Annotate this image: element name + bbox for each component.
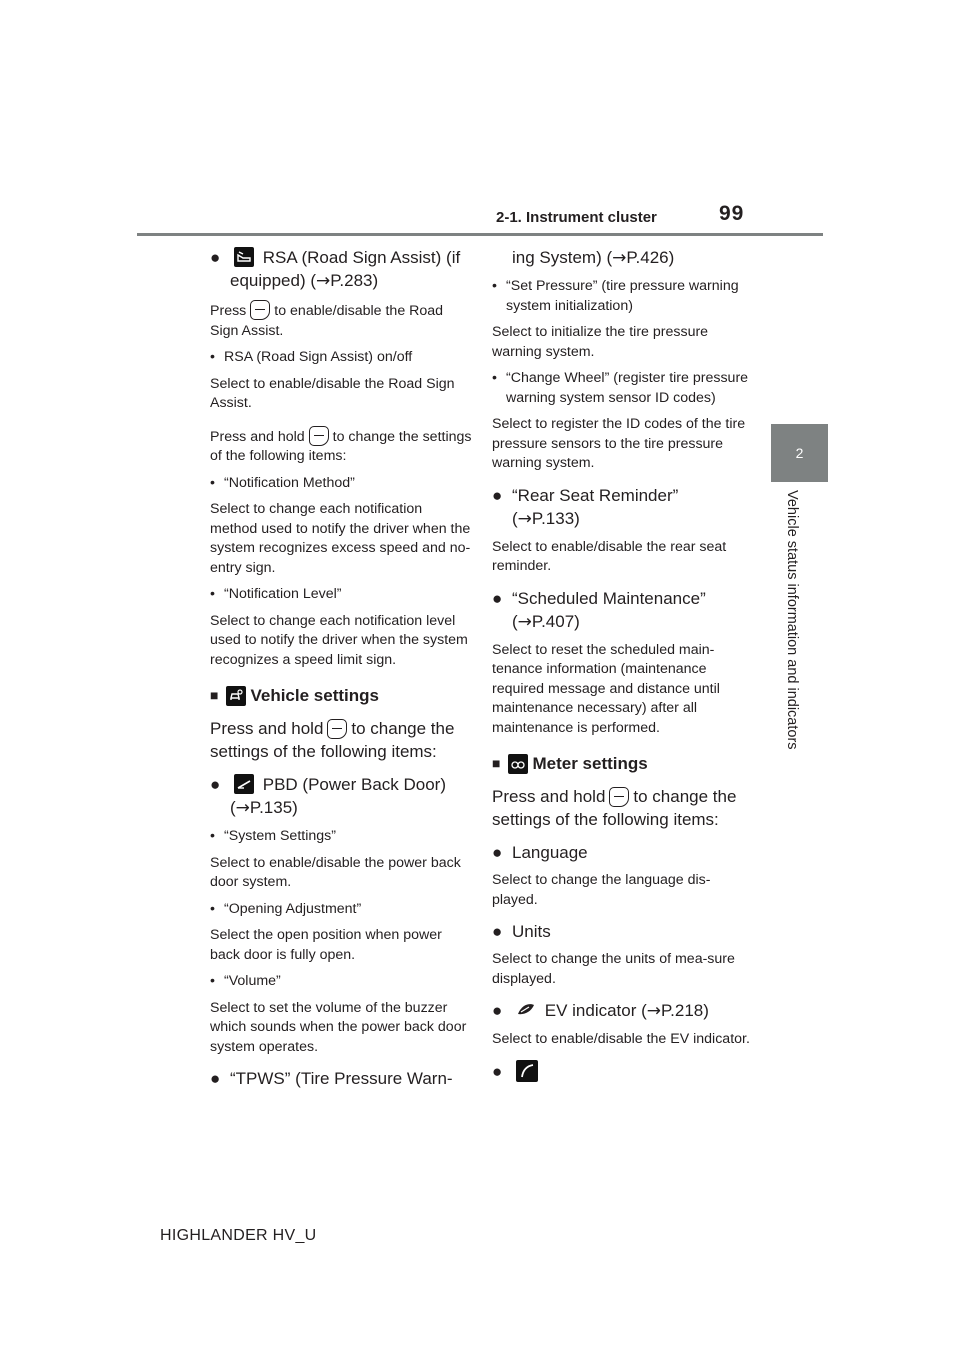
language-desc: Select to change the language dis-played. xyxy=(492,872,711,908)
chapter-tab xyxy=(771,424,828,482)
ev-indicator-icon xyxy=(516,1002,536,1018)
settings-icon-item: ● xyxy=(492,1060,754,1084)
header-rule xyxy=(137,233,823,236)
scheduled-maintenance-item: ● “Scheduled Maintenance” xyxy=(492,588,706,608)
tpws-item: ● “TPWS” (Tire Pressure Warn- xyxy=(210,1069,453,1088)
set-pressure-item: • “Set Pressure” (tire pressure warning system initialization) xyxy=(492,278,739,314)
rear-seat-ref: (→P.133) xyxy=(512,508,580,529)
notification-level-desc: Select to change each notification level used to notify the driver when the system recognizes a speed limit sign. xyxy=(210,612,468,668)
vehicle-hold-desc: Press and hold to change the settings of the following items: xyxy=(210,719,455,761)
language-item: ● Language xyxy=(492,843,588,862)
left-column xyxy=(210,246,472,1090)
ev-indicator-desc: Select to enable/disable the EV indicator. xyxy=(492,1031,750,1047)
vehicle-settings-icon xyxy=(226,686,246,706)
notification-method-desc: Select to change each notification method used to notify the driver when the system recognizes excess speed and no-entry sign. xyxy=(210,501,471,576)
power-back-door-icon xyxy=(234,774,254,794)
meter-settings-heading: ■ Meter settings xyxy=(492,754,648,773)
system-settings-desc: Select to enable/disable the power back door system. xyxy=(210,854,461,890)
ok-button-icon xyxy=(327,719,347,739)
pbd-ref: (→P.135) xyxy=(230,798,298,818)
ev-indicator-item: ● EV indicator (→P.218) xyxy=(492,1001,709,1021)
ok-button-icon xyxy=(309,426,329,446)
units-item: ● Units xyxy=(492,922,551,941)
meter-hold-desc: Press and hold to change the settings of the following items: xyxy=(492,787,737,829)
change-wheel-desc: Select to register the ID codes of the tire pressure sensors to the tire pressure warning system. xyxy=(492,416,746,471)
scheduled-maintenance-desc: Select to reset the scheduled main-tenance information (maintenance required message and distance until maintenance necessary) after all maintenance is performed. xyxy=(492,641,720,736)
change-wheel-item: • “Change Wheel” (register tire pressure warning system sensor ID codes) xyxy=(492,370,749,406)
rsa-onoff-item: • RSA (Road Sign Assist) on/off xyxy=(210,349,413,365)
right-column xyxy=(492,246,754,1084)
chapter-number: 2 xyxy=(795,445,804,461)
rear-seat-item: ● “Rear Seat Reminder” xyxy=(492,485,679,505)
vehicle-settings-heading: ■ Vehicle settings xyxy=(210,686,379,705)
ok-button-icon xyxy=(250,300,270,320)
scheduled-maintenance-ref: (→P.407) xyxy=(512,611,580,632)
system-settings-item: • “System Settings” xyxy=(210,828,336,844)
rsa-hold-desc: Press and hold to change the settings of the following items: xyxy=(210,426,472,467)
opening-adjustment-item: • “Opening Adjustment” xyxy=(210,900,362,917)
page-number: 99 xyxy=(719,202,745,225)
notification-method-item: • “Notification Method” xyxy=(210,474,355,491)
settings-icon xyxy=(516,1060,538,1082)
chapter-side-label xyxy=(786,490,806,790)
volume-item: • “Volume” xyxy=(210,973,281,989)
rsa-press-desc: Press to enable/disable the Road Sign Assist. xyxy=(210,300,472,341)
notification-level-item: • “Notification Level” xyxy=(210,586,342,602)
pbd-item: ● PBD (Power Back Door) xyxy=(210,775,447,794)
rsa-onoff-desc: Select to enable/disable the Road Sign Assist. xyxy=(210,375,455,411)
meter-settings-icon xyxy=(508,754,528,774)
page-header-section: 2-1. Instrument cluster xyxy=(496,209,657,226)
units-desc: Select to change the units of mea-sure displayed. xyxy=(492,951,735,987)
ok-button-icon xyxy=(609,787,629,807)
opening-adjustment-desc: Select the open position when power back door is fully open. xyxy=(210,927,442,963)
tpws-continuation: ing System) (→P.426) xyxy=(512,248,675,268)
rear-seat-desc: Select to enable/disable the rear seat reminder. xyxy=(492,538,727,574)
set-pressure-desc: Select to initialize the tire pressure warning system. xyxy=(492,324,709,360)
chapter-title: Vehicle status information and indicators xyxy=(784,490,800,750)
volume-desc: Select to set the volume of the buzzer which sounds when the power back door system operates. xyxy=(210,999,467,1055)
rsa-item: ● RSA (Road Sign Assist) (if equipped) (→P.283) xyxy=(210,248,461,291)
rsa-car-icon xyxy=(234,247,254,267)
footer-model: HIGHLANDER HV_U xyxy=(160,1227,317,1244)
